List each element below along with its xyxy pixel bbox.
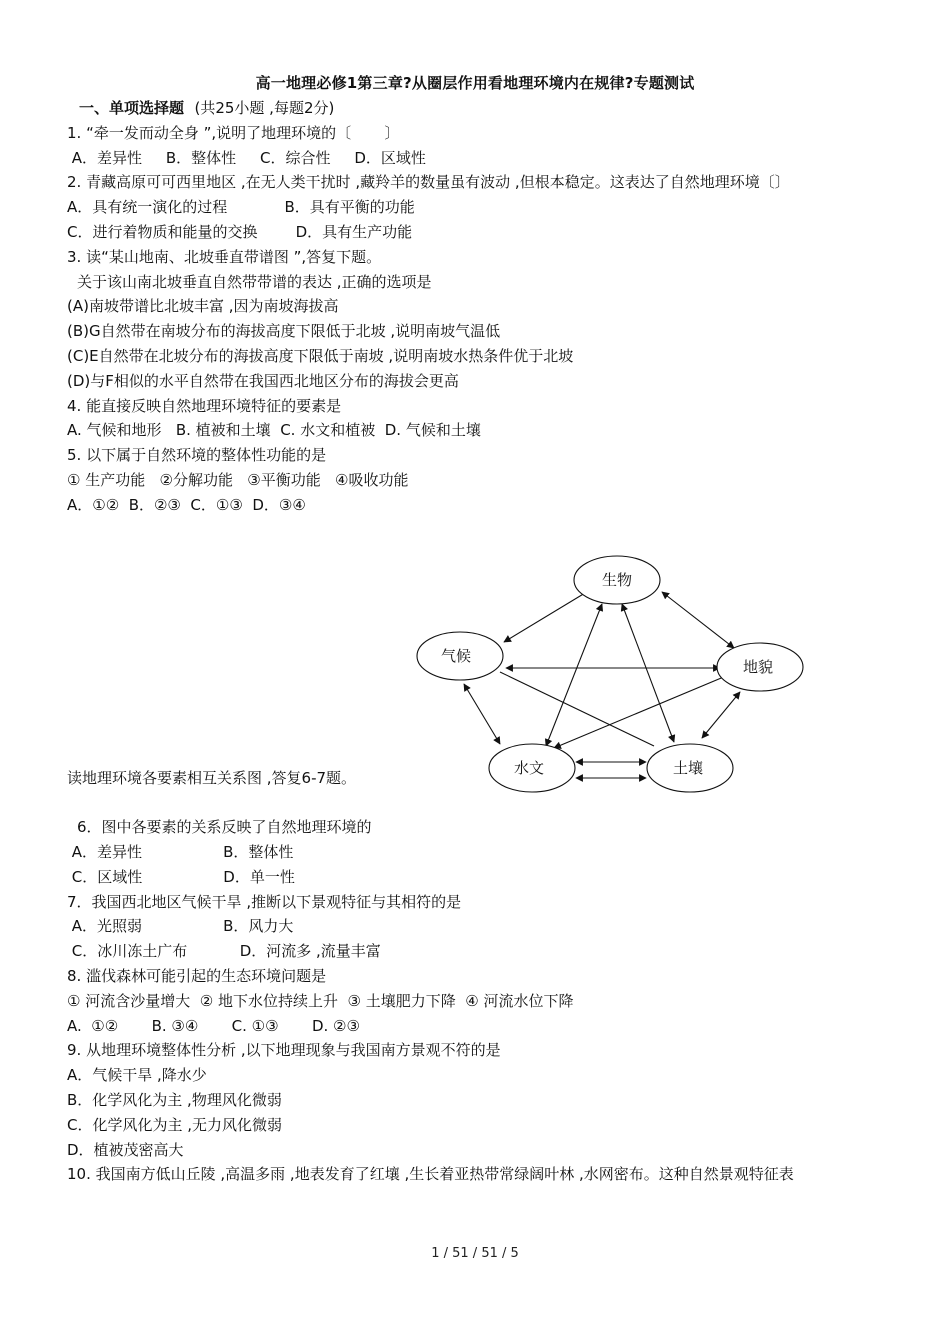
q9-option-d: D．植被茂密高大 <box>67 1140 184 1159</box>
q5-items: ① 生产功能 ②分解功能 ③平衡功能 ④吸收功能 <box>67 470 409 489</box>
q3-option-d: (D)与F相似的水平自然带在我国西北地区分布的海拔会更高 <box>67 371 459 390</box>
q6-stem: 6．图中各要素的关系反映了自然地理环境的 <box>77 818 372 837</box>
arrow-climate-bio <box>504 590 590 642</box>
arrow-bio-landform <box>662 592 734 648</box>
q2-stem: 2. 青藏高原可可西里地区 ,在无人类干扰时 ,藏羚羊的数量虽有波动 ,但根本稳定。这表达了自然地理环境〔〕 <box>67 173 790 192</box>
q10-stem: 10. 我国南方低山丘陵 ,高温多雨 ,地表发育了红壤 ,生长着亚热带常绿阔叶林 ,水网密布。这种自然景观特征表 <box>67 1165 794 1184</box>
q4-options: A. 气候和地形 B. 植被和土壤 C. 水文和植被 D. 气候和土壤 <box>67 421 481 440</box>
q9-stem: 9. 从地理环境整体性分析 ,以下地理现象与我国南方景观不符的是 <box>67 1041 501 1060</box>
q9-option-c: C．化学风化为主 ,无力风化微弱 <box>67 1115 283 1134</box>
q7-options-ab: A．光照弱 B．风力大 <box>67 917 294 936</box>
q6-options-cd: C．区域性 D．单一性 <box>67 867 295 886</box>
section-note: (共25小题 ,每题2分) <box>194 99 335 117</box>
section-heading <box>67 96 887 121</box>
arrow-bio-water <box>546 604 602 746</box>
arrow-bio-soil <box>622 604 674 742</box>
q5-stem: 5. 以下属于自然环境的整体性功能的是 <box>67 446 327 465</box>
q7-options-cd: C．冰川冻土广布 D．河流多 ,流量丰富 <box>67 942 381 961</box>
q8-items: ① 河流含沙量增大 ② 地下水位持续上升 ③ 土壤肥力下降 ④ 河流水位下降 <box>67 991 574 1010</box>
q7-stem: 7．我国西北地区气候干旱 ,推断以下景观特征与其相符的是 <box>67 892 462 911</box>
page-footer: 1 / 51 / 51 / 5 <box>431 1246 519 1261</box>
element-relationship-diagram <box>412 552 812 797</box>
q3-option-b: (B)G自然带在南坡分布的海拔高度下限低于北坡 ,说明南坡气温低 <box>67 322 501 341</box>
node-landform-label: 地貌 <box>742 658 774 676</box>
arrow-climate-water <box>464 684 500 744</box>
q1-stem: 1. “牵一发而动全身 ”,说明了地理环境的〔 〕 <box>67 123 400 142</box>
q2-options-ab: A．具有统一演化的过程 B．具有平衡的功能 <box>67 198 415 217</box>
q8-stem: 8. 滥伐森林可能引起的生态环境问题是 <box>67 966 327 985</box>
node-water-label: 水文 <box>513 759 545 777</box>
q5-options: A．①② B．②③ C．①③ D．③④ <box>67 495 306 514</box>
arrow-climate-soil <box>500 672 654 746</box>
arrow-landform-water <box>554 676 726 748</box>
q8-options: A. ①② B. ③④ C. ①③ D. ②③ <box>67 1016 360 1035</box>
node-climate-label: 气候 <box>440 647 472 665</box>
node-soil-label: 土壤 <box>672 759 704 777</box>
q3-option-a: (A)南坡带谱比北坡丰富 ,因为南坡海拔高 <box>67 297 339 316</box>
diagram-caption: 读地理环境各要素相互关系图 ,答复6-7题。 <box>67 768 357 787</box>
document-title: 高一地理必修1第三章?从圈层作用看地理环境内在规律?专题测试 <box>255 74 695 92</box>
q3-sub: 关于该山南北坡垂直自然带带谱的表达 ,正确的选项是 <box>77 272 432 291</box>
section-heading-text: 一、单项选择题 <box>79 99 185 117</box>
q1-options: A．差异性 B．整体性 C．综合性 D．区域性 <box>67 148 426 167</box>
q6-options-ab: A．差异性 B．整体性 <box>67 842 294 861</box>
q9-option-a: A．气候干旱 ,降水少 <box>67 1066 207 1085</box>
q9-option-b: B．化学风化为主 ,物理风化微弱 <box>67 1090 282 1109</box>
q4-stem: 4. 能直接反映自然地理环境特征的要素是 <box>67 396 342 415</box>
arrow-landform-soil <box>702 692 740 738</box>
node-bio-label: 生物 <box>601 571 633 589</box>
q2-options-cd: C．进行着物质和能量的交换 D．具有生产功能 <box>67 222 413 241</box>
q3-option-c: (C)E自然带在北坡分布的海拔高度下限低于南坡 ,说明南坡水热条件优于北坡 <box>67 346 574 365</box>
q3-stem: 3. 读“某山地南、北坡垂直带谱图 ”,答复下题。 <box>67 247 382 266</box>
